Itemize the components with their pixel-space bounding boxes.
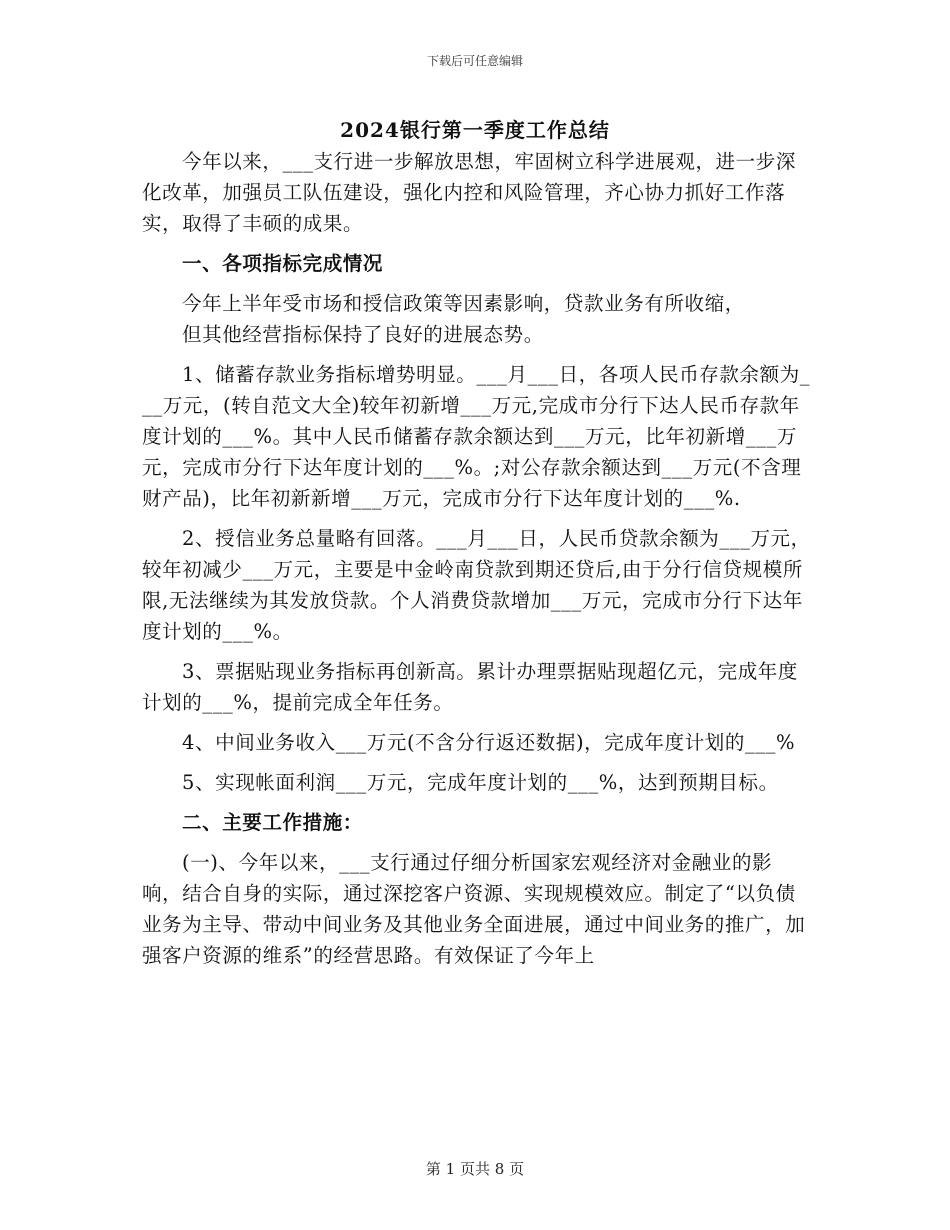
item-intermediary-income: 4、中间业务收入___万元(不含分行返还数据)，完成年度计划的___% <box>182 731 796 754</box>
intro-paragraph: 今年以来，___支行进一步解放思想，牢固树立科学进展观，进一步深化改革，加强员工队伍建设，强化内控和风险管理，齐心协力抓好工作落实，取得了丰硕的成果。 <box>142 150 796 235</box>
document-body <box>142 146 812 971</box>
measure-one-paragraph: (一)、今年以来，___支行通过仔细分析国家宏观经济对金融业的影响，结合自身的实际，通过深挖客户资源、实现规模效应。制定了“以负债业务为主导、带动中间业务及其他业务全面进展，通过中间业务的推广，加强客户资源的维系”的经营思路。有效保证了今年上 <box>142 851 806 967</box>
item-bill-discount: 3、票据贴现业务指标再创新高。累计办理票据贴现超亿元，完成年度计划的___%，提前完成全年任务。 <box>142 660 799 714</box>
section-heading-measures: 二、主要工作措施： <box>182 811 363 834</box>
document-title: 2024银行第一季度工作总结 <box>340 118 610 142</box>
section1-lead-line1: 今年上半年受市场和授信政策等因素影响，贷款业务有所收缩， <box>182 292 745 315</box>
download-note: 下载后可任意编辑 <box>426 54 523 68</box>
item-book-profit: 5、实现帐面利润___万元，完成年度计划的___%，达到预期目标。 <box>182 771 779 794</box>
page-indicator: 第 1 页共 8 页 <box>425 1160 525 1178</box>
item-credit-business: 2、授信业务总量略有回落。___月___日，人民币贷款余额为___万元，较年初减少___万元，主要是中金岭南贷款到期还贷后,由于分行信贷规模所限,无法继续为其发放贷款。个人消费贷款增加___万元，完成市分行下达年度计划的___%。 <box>142 527 811 643</box>
section1-lead-line2: 但其他经营指标保持了良好的进展态势。 <box>182 323 544 346</box>
item-savings-deposits: 1、储蓄存款业务指标增势明显。___月___日，各项人民币存款余额为___万元，(转自范文大全)较年初新增___万元,完成市分行下达人民币存款年度计划的___%。其中人民币储蓄存款余额达到___万元，比年初新增___万元，完成市分行下达年度计划的___%。;对公存款余额达到___万元(不含理财产品)，比年初新新增___万元，完成市分行下达年度计划的___%. <box>142 363 811 510</box>
section-heading-indicators: 一、各项指标完成情况 <box>182 252 384 275</box>
